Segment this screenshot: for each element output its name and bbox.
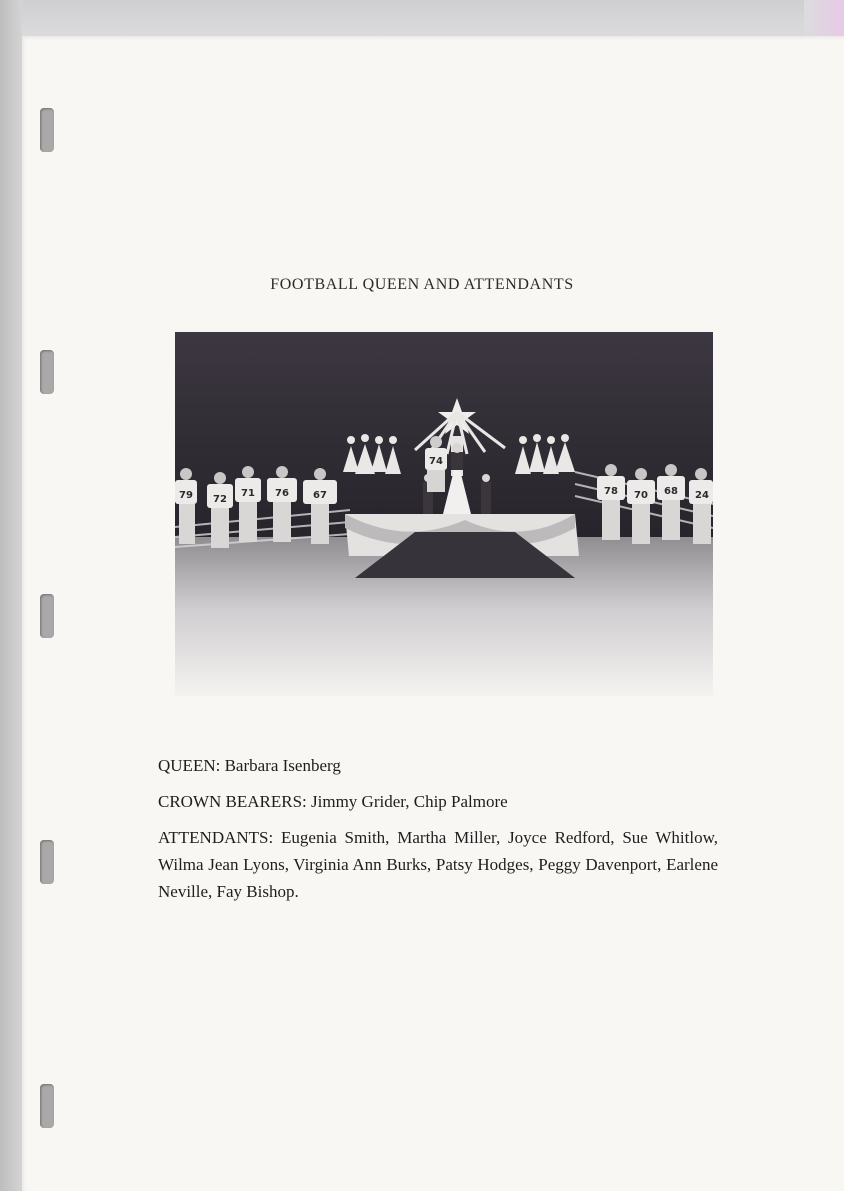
jersey-number: 72 [213, 494, 227, 505]
punch-hole [40, 108, 54, 152]
jersey-number: 76 [275, 488, 289, 499]
jersey-number: 67 [313, 490, 327, 501]
scan-background-top [0, 0, 844, 40]
jersey-number: 70 [634, 490, 648, 501]
photo-stage [345, 514, 579, 578]
scan-background-left [0, 0, 22, 1191]
jersey-number: 68 [664, 486, 678, 497]
football-queen-photo [175, 332, 713, 696]
photo-captions [158, 752, 718, 914]
punch-hole [40, 594, 54, 638]
attendants-caption: ATTENDANTS: Eugenia Smith, Martha Miller, Joyce Redford, Sue Whitlow, Wilma Jean Lyons, Virginia Ann Burks, Patsy Hodges, Peggy Davenport, Earlene Neville, Fay Bishop. [158, 828, 718, 901]
jersey-number: 78 [604, 486, 618, 497]
page-title: FOOTBALL QUEEN AND ATTENDANTS [270, 276, 574, 293]
queen-caption: QUEEN: Barbara Isenberg [158, 756, 341, 775]
jersey-number: 71 [241, 488, 255, 499]
punch-hole [40, 840, 54, 884]
jersey-number: 79 [179, 490, 193, 501]
jersey-number: 24 [695, 490, 709, 501]
jersey-number: 74 [429, 456, 443, 467]
punch-hole [40, 350, 54, 394]
punch-hole [40, 1084, 54, 1128]
crown-bearers-caption: CROWN BEARERS: Jimmy Grider, Chip Palmore [158, 792, 508, 811]
yearbook-page [22, 36, 844, 1191]
